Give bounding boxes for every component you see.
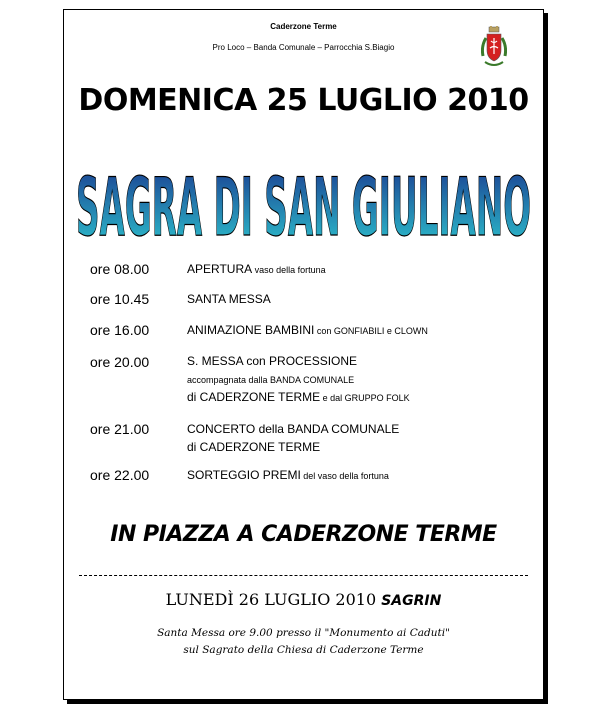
schedule-description — [187, 322, 428, 340]
schedule-activity: ANIMAZIONE BAMBINI — [187, 323, 315, 337]
schedule-description-line — [187, 261, 326, 279]
monday-event-name: SAGRIN — [381, 593, 442, 609]
schedule-description-line — [187, 389, 410, 407]
schedule-description — [187, 354, 410, 407]
schedule-description — [187, 467, 389, 485]
event-title-text: SAGRA DI SAN GIULIANO — [76, 161, 531, 245]
schedule-activity: APERTURA — [187, 262, 253, 276]
schedule-time: ore 08.00 — [90, 261, 150, 277]
schedule-row — [90, 322, 428, 340]
schedule-time: ore 16.00 — [90, 322, 150, 338]
schedule-activity: S. MESSA con PROCESSIONE — [187, 354, 358, 368]
schedule-row — [90, 291, 271, 309]
schedule-description-line — [187, 371, 410, 389]
schedule-activity: di CADERZONE TERME — [187, 440, 321, 454]
town-crest-icon — [481, 26, 507, 70]
schedule-detail: vaso della fortuna — [252, 265, 326, 275]
monday-note — [64, 625, 543, 659]
schedule-description — [187, 291, 271, 309]
schedule-time: ore 10.45 — [90, 291, 150, 307]
schedule-detail: con GONFIABILI e CLOWN — [314, 326, 428, 336]
schedule-description — [187, 421, 399, 457]
organizers-line: Pro Loco – Banda Comunale – Parrocchia S.Biagio — [212, 43, 395, 52]
schedule-detail: e dal GRUPPO FOLK — [320, 393, 410, 403]
schedule-description-line — [187, 353, 410, 371]
schedule-row — [90, 467, 389, 485]
schedule-activity: CONCERTO della BANDA COMUNALE — [187, 422, 400, 436]
schedule-description-line — [187, 439, 399, 457]
event-title — [72, 145, 535, 245]
schedule-time: ore 22.00 — [90, 467, 150, 483]
venue-line: IN PIAZZA A CADERZONE TERME — [110, 522, 497, 547]
monday-note-line-1: Santa Messa ore 9.00 presso il "Monumento ai Caduti" — [157, 627, 450, 639]
monday-date: LUNEDÌ 26 LUGLIO 2010 — [165, 590, 377, 609]
town-name: Caderzone Terme — [270, 22, 337, 31]
event-poster — [63, 9, 544, 700]
schedule-description-line — [187, 322, 428, 340]
schedule-description — [187, 261, 326, 279]
schedule-row — [90, 421, 399, 457]
schedule-description-line — [187, 467, 389, 485]
schedule-detail: accompagnata dalla BANDA COMUNALE — [187, 375, 355, 385]
monday-note-line-2: sul Sagrato della Chiesa di Caderzone Terme — [183, 644, 424, 656]
schedule-detail: del vaso della fortuna — [300, 471, 389, 481]
event-date: DOMENICA 25 LUGLIO 2010 — [78, 83, 529, 118]
schedule-activity: SORTEGGIO PREMI — [187, 468, 301, 482]
schedule-row — [90, 261, 326, 279]
schedule-activity: di CADERZONE TERME — [187, 390, 321, 404]
monday-event — [64, 590, 543, 609]
schedule-description-line — [187, 291, 271, 309]
schedule-activity: SANTA MESSA — [187, 292, 271, 306]
separator-line — [79, 575, 528, 576]
schedule-row — [90, 354, 410, 407]
schedule-time: ore 20.00 — [90, 354, 150, 370]
schedule-description-line — [187, 421, 399, 439]
schedule-time: ore 21.00 — [90, 421, 150, 437]
